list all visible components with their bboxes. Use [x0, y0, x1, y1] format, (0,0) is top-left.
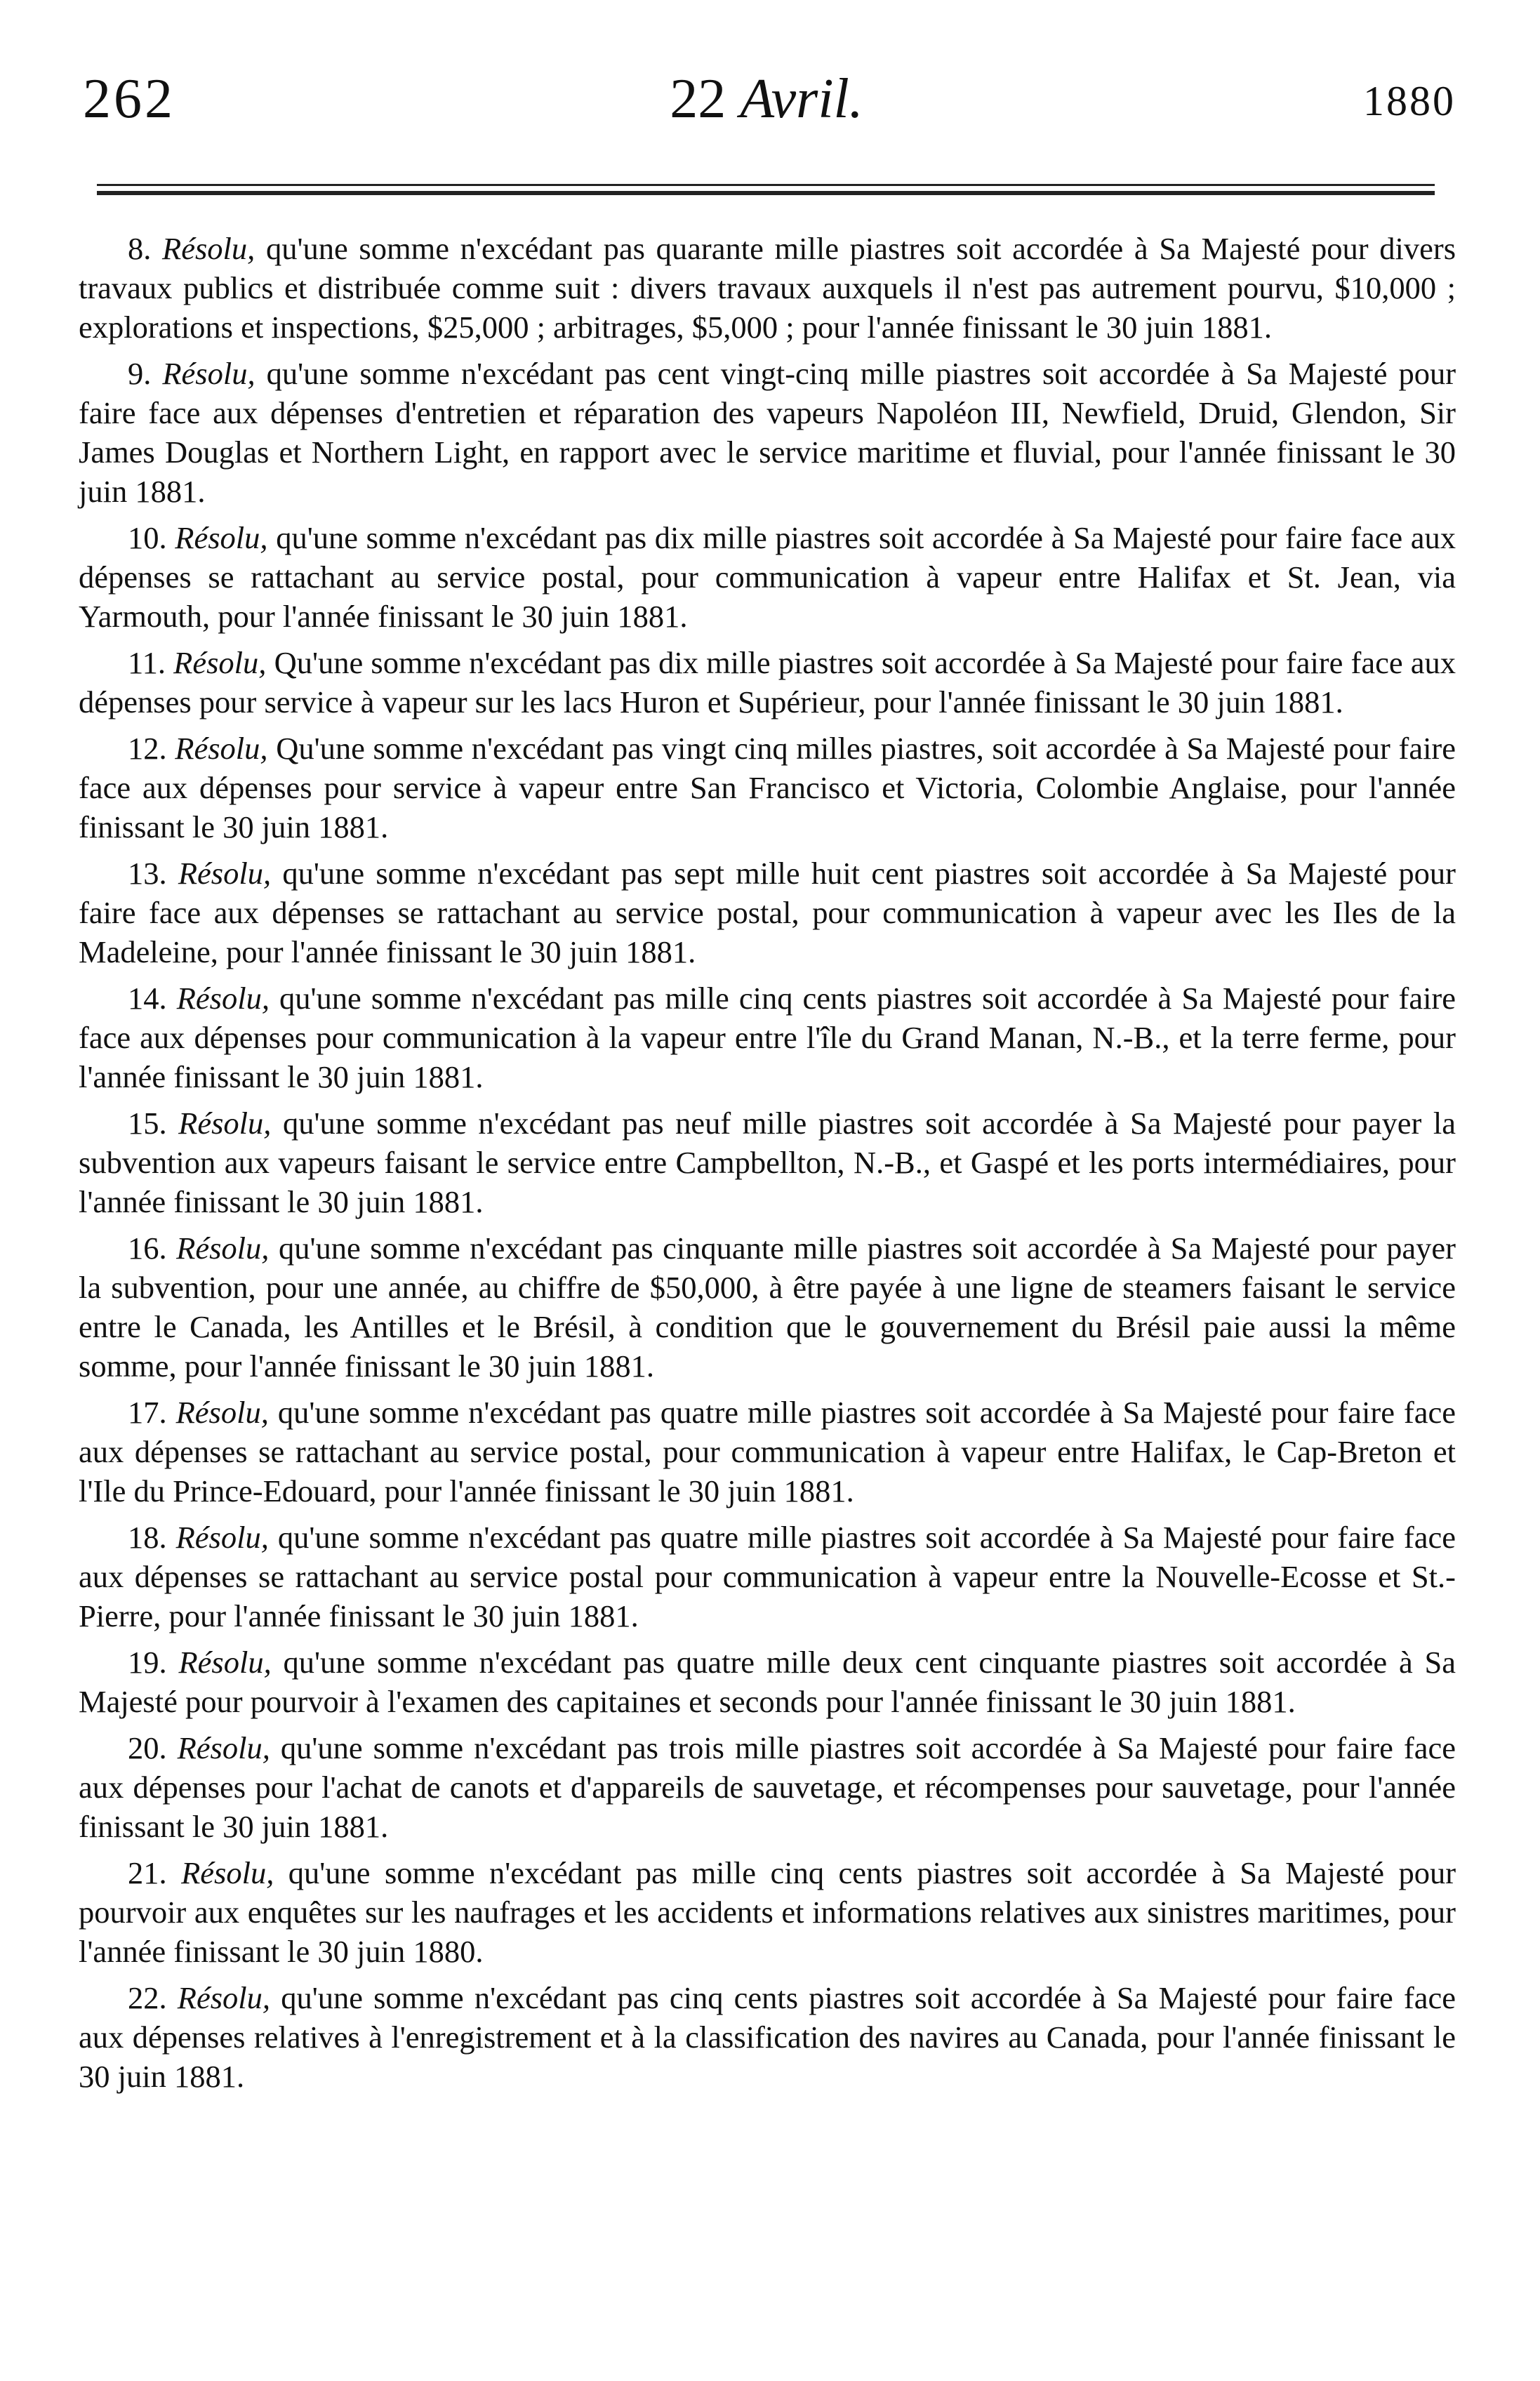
resolution-text: qu'une somme n'excédant pas neuf mille piastres soit accordée à Sa Majesté pour payer la subvention aux vapeurs faisant le service entre Campbellton, N.-B., et Gaspé et les ports intermédiaires, pour l'année finissant le 30 juin 1881.: [79, 1106, 1456, 1219]
resolution-paragraph: [79, 1393, 1456, 1511]
header-date: [77, 67, 1456, 131]
resolution-lead: Résolu,: [181, 1855, 274, 1890]
resolution-paragraph: [79, 1228, 1456, 1386]
page-header: [77, 62, 1456, 139]
resolution-paragraph: [79, 854, 1456, 971]
header-date-month: Avril.: [740, 68, 863, 130]
resolution-number: 14.: [128, 981, 167, 1016]
resolution-number: 21.: [128, 1855, 167, 1890]
resolution-lead: Résolu,: [175, 520, 268, 555]
resolution-text: qu'une somme n'excédant pas sept mille huit cent piastres soit accordée à Sa Majesté pour faire face aux dépenses se rattachant au service postal, pour communication à vapeur avec les Iles de la Madeleine, pour l'année finissant le 30 juin 1881.: [79, 856, 1456, 969]
resolution-number: 11.: [128, 645, 166, 680]
resolution-text: qu'une somme n'excédant pas trois mille piastres soit accordée à Sa Majesté pour faire face aux dépenses pour l'achat de canots et d'appareils de sauvetage, et récompenses pour sauvetage, pour l'année finissant le 30 juin 1881.: [79, 1730, 1456, 1844]
resolutions-text: [79, 229, 1456, 2103]
resolution-number: 20.: [128, 1730, 167, 1765]
resolution-paragraph: [79, 1853, 1456, 1971]
resolution-lead: Résolu,: [178, 1106, 272, 1141]
resolution-lead: Résolu,: [175, 1520, 269, 1555]
resolution-text: qu'une somme n'excédant pas quarante mille piastres soit accordée à Sa Majesté pour divers travaux publics et distribuée comme suit : divers travaux auxquels il n'est pas autrement pourvu, $10,000 ; explorations et inspections, $25,000 ; arbitrages, $5,000 ; pour l'année finissant le 30 juin 1881.: [79, 231, 1456, 345]
resolution-number: 13.: [128, 856, 167, 891]
resolution-text: qu'une somme n'excédant pas dix mille piastres soit accordée à Sa Majesté pour faire face aux dépenses se rattachant au service postal, pour communication à vapeur entre Halifax et St. Jean, via Yarmouth, pour l'année finissant le 30 juin 1881.: [79, 520, 1456, 634]
resolution-lead: Résolu,: [162, 356, 255, 391]
header-year: 1880: [1363, 78, 1456, 124]
resolution-text: qu'une somme n'excédant pas quatre mille piastres soit accordée à Sa Majesté pour faire face aux dépenses se rattachant au service postal pour communication à vapeur entre la Nouvelle-Ecosse et St.-Pierre, pour l'année finissant le 30 juin 1881.: [79, 1520, 1456, 1633]
resolution-lead: Résolu,: [178, 856, 272, 891]
resolution-number: 16.: [128, 1231, 167, 1266]
resolution-number: 19.: [128, 1645, 167, 1680]
resolution-paragraph: [79, 354, 1456, 511]
resolution-paragraph: [79, 1978, 1456, 2096]
resolution-paragraph: [79, 229, 1456, 347]
resolution-paragraph: [79, 1643, 1456, 1721]
resolution-text: qu'une somme n'excédant pas cinquante mille piastres soit accordée à Sa Majesté pour payer la subvention, pour une année, au chiffre de $50,000, à être payée à une ligne de steamers faisant le service entre le Canada, les Antilles et le Brésil, à condition que le gouvernement du Brésil paie aussi la même somme, pour l'année finissant le 30 juin 1881.: [79, 1231, 1456, 1384]
resolution-text: Qu'une somme n'excédant pas vingt cinq milles piastres, soit accordée à Sa Majesté pour faire face aux dépenses pour service à vapeur entre San Francisco et Victoria, Colombie Anglaise, pour l'année finissant le 30 juin 1881.: [79, 731, 1456, 844]
resolution-number: 22.: [128, 1980, 167, 2015]
resolution-paragraph: [79, 1728, 1456, 1846]
resolution-paragraph: [79, 643, 1456, 722]
resolution-paragraph: [79, 729, 1456, 847]
resolution-number: 12.: [128, 731, 167, 766]
resolution-lead: Résolu,: [176, 1231, 270, 1266]
resolution-number: 18.: [128, 1520, 167, 1555]
resolution-paragraph: [79, 518, 1456, 636]
resolution-lead: Résolu,: [175, 731, 268, 766]
resolution-text: qu'une somme n'excédant pas quatre mille piastres soit accordée à Sa Majesté pour faire face aux dépenses se rattachant au service postal, pour communication à vapeur entre Halifax, le Cap-Breton et l'Ile du Prince-Edouard, pour l'année finissant le 30 juin 1881.: [79, 1395, 1456, 1508]
resolution-number: 8.: [128, 231, 152, 266]
resolution-number: 10.: [128, 520, 167, 555]
resolution-number: 17.: [128, 1395, 167, 1430]
resolution-paragraph: [79, 1103, 1456, 1221]
resolution-lead: Résolu,: [177, 1730, 270, 1765]
resolution-lead: Résolu,: [175, 1395, 269, 1430]
resolution-text: qu'une somme n'excédant pas quatre mille deux cent cinquante piastres soit accordée à Sa Majesté pour pourvoir à l'examen des capitaines et seconds pour l'année finissant le 30 juin 1881.: [79, 1645, 1456, 1719]
resolution-paragraph: [79, 979, 1456, 1096]
resolution-text: qu'une somme n'excédant pas mille cinq cents piastres soit accordée à Sa Majesté pour pourvoir aux enquêtes sur les naufrages et les accidents et informations relatives aux sinistres maritimes, pour l'année finissant le 30 juin 1880.: [79, 1855, 1456, 1969]
resolution-text: Qu'une somme n'excédant pas dix mille piastres soit accordée à Sa Majesté pour faire face aux dépenses pour service à vapeur sur les lacs Huron et Supérieur, pour l'année finissant le 30 juin 1881.: [79, 645, 1456, 719]
resolution-text: qu'une somme n'excédant pas cent vingt-cinq mille piastres soit accordée à Sa Majesté pour faire face aux dépenses d'entretien et réparation des vapeurs Napoléon III, Newfield, Druid, Glendon, Sir James Douglas et Northern Light, en rapport avec le service maritime et fluvial, pour l'année finissant le 30 juin 1881.: [79, 356, 1456, 509]
header-rule: [97, 184, 1435, 195]
resolution-paragraph: [79, 1518, 1456, 1636]
resolution-lead: Résolu,: [162, 231, 255, 266]
resolution-lead: Résolu,: [177, 1980, 271, 2015]
resolution-number: 15.: [128, 1106, 167, 1141]
page-number: 262: [83, 68, 175, 130]
resolution-text: qu'une somme n'excédant pas cinq cents piastres soit accordée à Sa Majesté pour faire face aux dépenses relatives à l'enregistrement et à la classification des navires au Canada, pour l'année finissant le 30 juin 1881.: [79, 1980, 1456, 2094]
resolution-number: 9.: [128, 356, 152, 391]
resolution-lead: Résolu,: [176, 981, 270, 1016]
resolution-text: qu'une somme n'excédant pas mille cinq cents piastres soit accordée à Sa Majesté pour faire face aux dépenses pour communication à la vapeur entre l'île du Grand Manan, N.-B., et la terre ferme, pour l'année finissant le 30 juin 1881.: [79, 981, 1456, 1094]
resolution-lead: Résolu,: [178, 1645, 272, 1680]
header-date-day: 22: [670, 68, 726, 130]
resolution-lead: Résolu,: [173, 645, 267, 680]
